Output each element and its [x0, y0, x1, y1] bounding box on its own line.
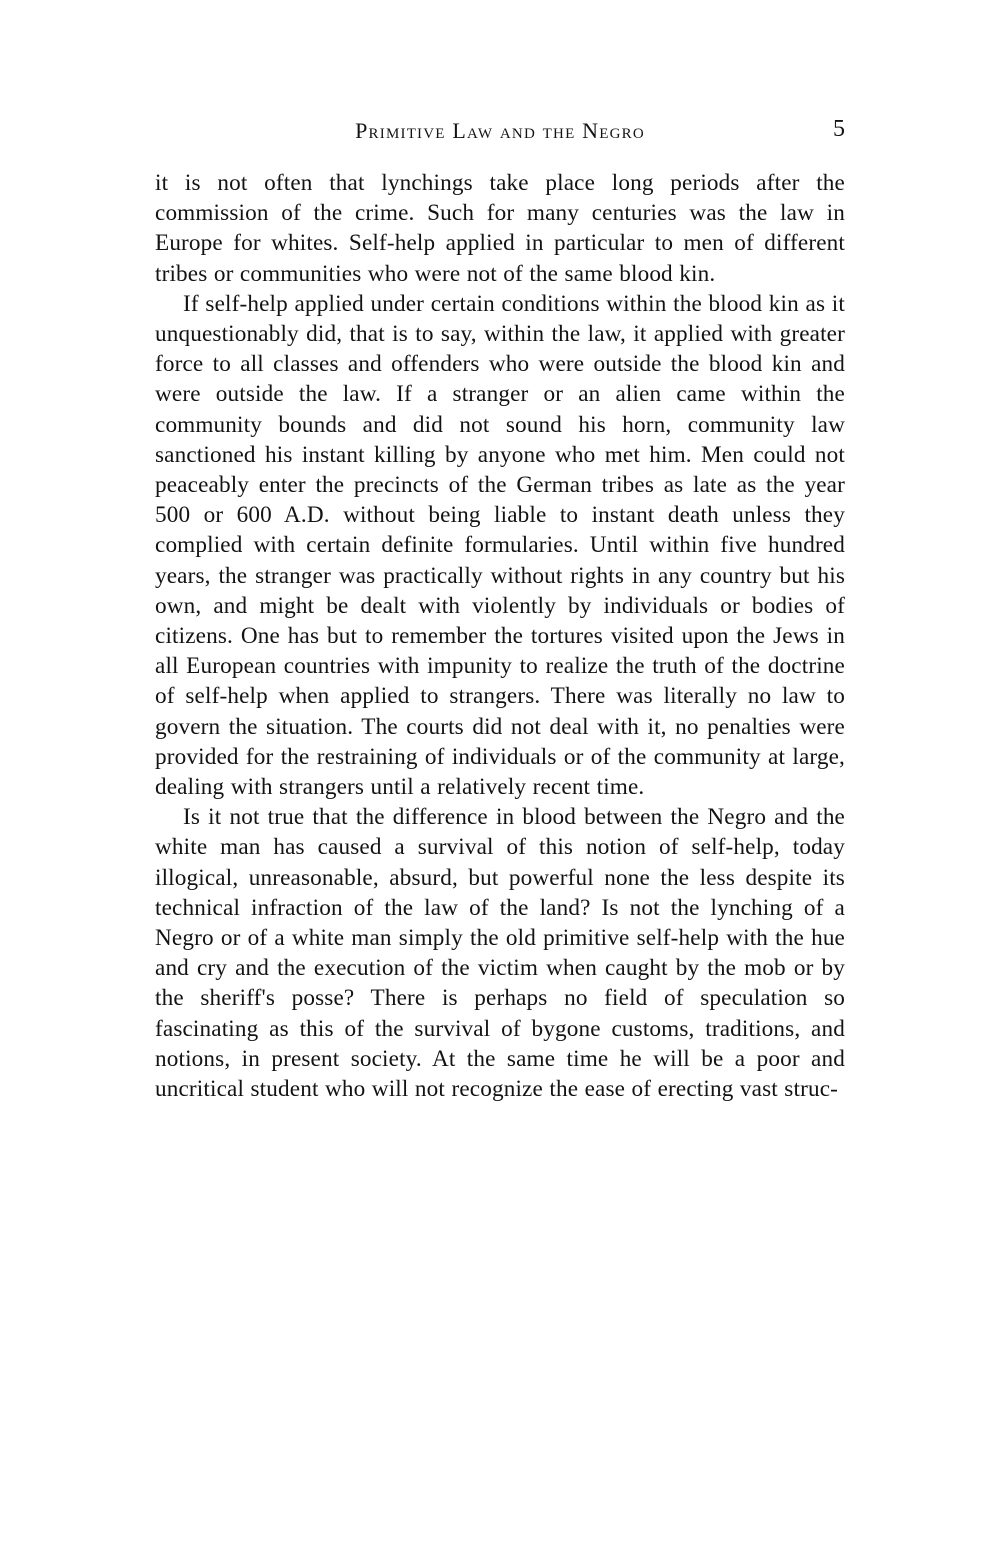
paragraph: it is not often that lynchings take place long periods after the commission of the crime. Such for many centuries was the law in Europe for whites. Self-help applied in particular to men of different tribes or communities who were not of the same blood kin. [155, 170, 845, 287]
page-number: 5 [833, 116, 845, 142]
paragraph: If self-help applied under certain conditions within the blood kin as it unquestionably did, that is to say, within the law, it applied with greater force to all classes and offenders who were outside the blood kin and were outside the law. If a stranger or an alien came within the community bounds and did not sound his horn, community law sanctioned his instant killing by anyone who met him. Men could not peaceably enter the precincts of the German tribes as late as the year 500 or 600 A.D. without being liable to instant death unless they complied with certain definite formularies. Until within five hundred years, the stranger was practically without rights in any country but his own, and might be dealt with violently by individuals or bodies of citizens. One has but to remember the tortures visited upon the Jews in all European countries with impunity to realize the truth of the doctrine of self-help when applied to strangers. There was literally no law to govern the situation. The courts did not deal with it, no penalties were provided for the restraining of individuals or of the community at large, dealing with strangers until a relatively recent time. [155, 290, 845, 801]
paragraph: Is it not true that the difference in blood between the Negro and the white man has caused a survival of this notion of self-help, today illogical, unreasonable, absurd, but powerful none the less despite its technical infraction of the law of the land? Is not the lynching of a Negro or of a white man simply the old primitive self-help with the hue and cry and the execution of the victim when caught by the mob or by the sheriff's posse? There is perhaps no field of speculation so fascinating as this of the survival of bygone customs, traditions, and notions, in present society. At the same time he will be a poor and uncritical student who will not recognize the ease of erecting vast struc- [155, 804, 845, 1103]
running-head: Primitive Law and the Negro [355, 118, 645, 143]
body-text [155, 168, 845, 1104]
